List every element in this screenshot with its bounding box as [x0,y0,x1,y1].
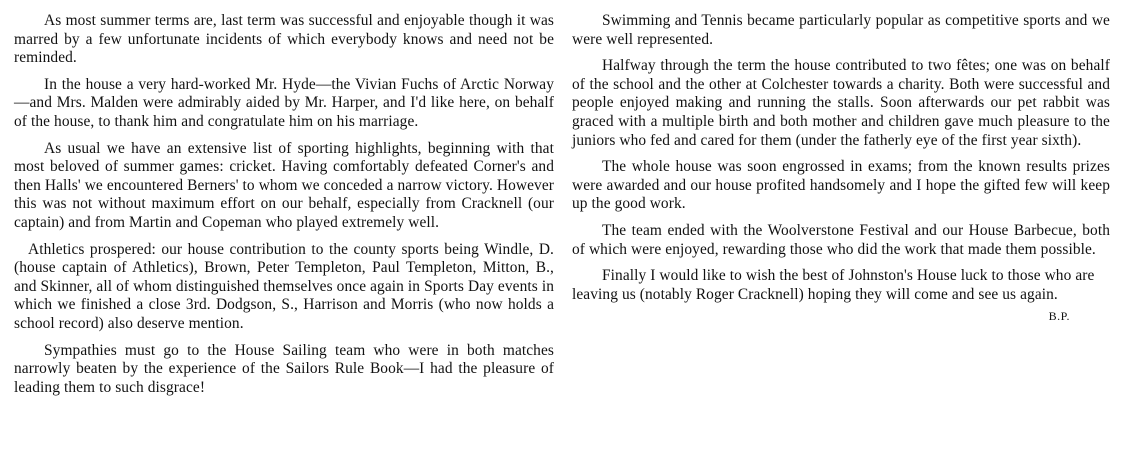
paragraph-farewell [572,267,1110,324]
left-column [14,12,554,405]
paragraph-festival: The team ended with the Woolverstone Festival and our House Barbecue, both of which were enjoyed, rewarding those who did the work that made them possible. [572,221,1110,258]
paragraph-fetes: Halfway through the term the house contributed to two fêtes; one was on behalf of the school and the other at Colchester towards a charity. Both were successful and people enjoyed making and running the stalls. Soon afterwards our pet rabbit was graced with a multiple birth and both mother and children gave much pleasure to the juniors who fed and cared for them (under the fatherly eye of the first year sixth). [572,57,1110,149]
paragraph-swimming-tennis: Swimming and Tennis became particularly popular as competitive sports and we were well represented. [572,12,1110,48]
paragraph-cricket: As usual we have an extensive list of sporting highlights, beginning with that most beloved of summer games: cricket. Having comfortably defeated Corner's and then Halls' we encountered Berners' to whom we conceded a narrow victory. However this was not without maximum effort on our behalf, especially from Cracknell (our captain) and from Martin and Copeman who played extremely well. [14,139,554,231]
paragraph-athletics: Athletics prospered: our house contribution to the county sports being Windle, D. (house captain of Athletics), Brown, Peter Templeton, Paul Templeton, Mitton, B., and Skinner, all of whom distinguished themselves once again in Sports Day events in which we finished a close 3rd. Dodgson, S., Harrison and Morris (who now holds a school record) also deserve mention. [14,240,554,332]
farewell-text: Finally I would like to wish the best of Johnston's House luck to those who are leaving us (notably Roger Cracknell) hoping they will come and see us again. [572,267,1095,303]
paragraph-sailing: Sympathies must go to the House Sailing team who were in both matches narrowly beaten by the experience of the Sailors Rule Book—I had the pleasure of leading them to such disgrace! [14,341,554,396]
paragraph-house-staff: In the house a very hard-worked Mr. Hyde—the Vivian Fuchs of Arctic Norway—and Mrs. Malden were admirably aided by Mr. Harper, and I'd like here, on behalf of the house, to thank him and congratulate him on his marriage. [14,75,554,130]
signature-initials: B.P. [1048,309,1070,324]
right-column [572,12,1110,326]
paragraph-summer-term: As most summer terms are, last term was successful and enjoyable though it was marred by a few unfortunate incidents of which everybody knows and need not be reminded. [14,12,554,67]
paragraph-exams: The whole house was soon engrossed in exams; from the known results prizes were awarded and our house profited handsomely and I hope the gifted few will keep up the good work. [572,158,1110,213]
